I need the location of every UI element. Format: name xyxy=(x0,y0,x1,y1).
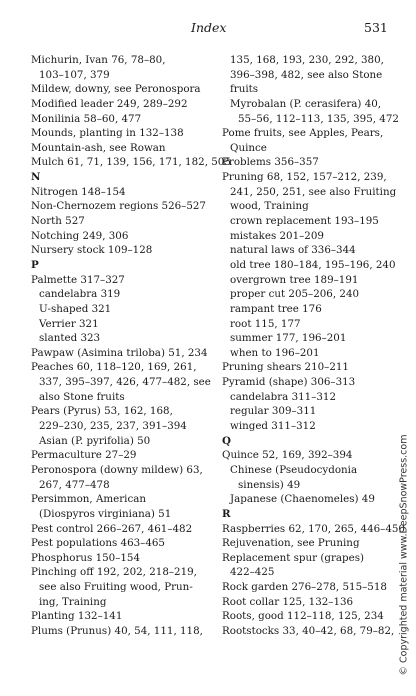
index-entry: 337, 395–397, 426, 477–482, see xyxy=(39,376,211,389)
index-entry: Monilinia 58–60, 477 xyxy=(31,112,142,125)
index-entry: North 527 xyxy=(31,215,85,228)
index-entry: 229–230, 235, 237, 391–394 xyxy=(39,420,187,433)
index-entry: mistakes 201–209 xyxy=(230,229,324,242)
index-entry: Phosphorus 150–154 xyxy=(31,551,141,564)
index-entry: U-shaped 321 xyxy=(39,302,112,315)
index-entry: Modified leader 249, 289–292 xyxy=(31,97,188,110)
index-entry: crown replacement 193–195 xyxy=(230,215,379,228)
index-entry: 55–56, 112–113, 135, 395, 472 xyxy=(238,112,399,125)
index-entry: Myrobalan (P. cerasifera) 40, xyxy=(230,97,382,110)
page-header xyxy=(0,20,416,36)
index-entry: Peaches 60, 118–120, 169, 261, xyxy=(31,361,197,374)
index-entry: Planting 132–141 xyxy=(31,610,123,623)
index-entry: old tree 180–184, 195–196, 240 xyxy=(230,258,396,271)
index-column-right xyxy=(222,53,405,639)
index-entry: 103–107, 379 xyxy=(39,68,110,81)
index-entry: Verrier 321 xyxy=(39,317,99,330)
index-entry: Root collar 125, 132–136 xyxy=(222,595,354,608)
index-entry: Quince xyxy=(230,141,267,154)
index-entry: candelabra 311–312 xyxy=(230,390,337,403)
index-entry: Nursery stock 109–128 xyxy=(31,244,153,257)
index-entry: regular 309–311 xyxy=(230,405,317,418)
index-entry: proper cut 205–206, 240 xyxy=(230,288,360,301)
index-entry: Quince 52, 169, 392–394 xyxy=(222,449,353,462)
index-letter-heading: Q xyxy=(222,434,231,447)
index-entry: (Diospyros virginiana) 51 xyxy=(39,507,172,520)
index-entry: wood, Training xyxy=(230,200,309,213)
index-entry: 135, 168, 193, 230, 292, 380, xyxy=(230,54,384,66)
index-column-left xyxy=(31,53,231,639)
index-entry: Japanese (Chaenomeles) 49 xyxy=(230,493,375,506)
index-entry: Mounds, planting in 132–138 xyxy=(31,127,184,140)
index-entry: rampant tree 176 xyxy=(230,302,322,315)
index-entry: Mulch 61, 71, 139, 156, 171, 182, 505 xyxy=(31,156,231,169)
index-entry: Mountain-ash, see Rowan xyxy=(31,141,166,154)
index-entry: 396–398, 482, see also Stone xyxy=(230,68,383,81)
index-entry: fruits xyxy=(230,83,259,96)
index-entry: Rootstocks 33, 40–42, 68, 79–82, xyxy=(222,624,395,637)
index-entry: Non-Chernozem regions 526–527 xyxy=(31,200,206,213)
watermark-text: © Copyrighted material www.DeepSnowPress.com xyxy=(398,434,410,676)
index-entry: Notching 249, 306 xyxy=(31,229,129,242)
index-entry: Pruning 68, 152, 157–212, 239, xyxy=(222,171,387,184)
index-entry: Peronospora (downy mildew) 63, xyxy=(31,463,203,476)
index-entry: 267, 477–478 xyxy=(39,478,110,491)
index-entry: Pest populations 463–465 xyxy=(31,537,165,550)
index-entry: Asian (P. pyrifolia) 50 xyxy=(39,434,151,447)
index-letter-heading: N xyxy=(31,171,41,184)
index-entry: sinensis) 49 xyxy=(238,478,301,491)
index-entry: 422–425 xyxy=(230,566,275,579)
index-entry: Roots, good 112–118, 125, 234 xyxy=(222,610,384,623)
index-entry: root 115, 177 xyxy=(230,317,301,330)
index-entry: Replacement spur (grapes) xyxy=(222,551,364,564)
index-entry: Permaculture 27–29 xyxy=(31,449,137,462)
index-entry: Plums (Prunus) 40, 54, 111, 118, xyxy=(31,624,203,637)
index-entry: overgrown tree 189–191 xyxy=(230,273,359,286)
index-entry: Palmette 317–327 xyxy=(31,273,125,286)
index-entry: Raspberries 62, 170, 265, 446–450 xyxy=(222,522,405,535)
index-entry: Pome fruits, see Apples, Pears, xyxy=(222,127,384,140)
index-entry: candelabra 319 xyxy=(39,288,121,301)
index-entry: Problems 356–357 xyxy=(222,156,319,169)
copyright-watermark xyxy=(397,420,411,690)
index-entry: Michurin, Ivan 76, 78–80, xyxy=(31,54,166,66)
index-entry: Chinese (Pseudocydonia xyxy=(230,463,358,476)
running-title: Index xyxy=(191,20,227,35)
index-entry: Rejuvenation, see Pruning xyxy=(222,537,360,550)
index-entry: Mildew, downy, see Peronospora xyxy=(31,83,201,96)
index-entry: winged 311–312 xyxy=(230,420,316,433)
index-entry: Persimmon, American xyxy=(31,493,147,506)
index-entry: ing, Training xyxy=(39,595,107,608)
index-entry: 241, 250, 251, see also Fruiting xyxy=(230,185,397,198)
index-entry: Rock garden 276–278, 515–518 xyxy=(222,581,387,594)
index-entry: when to 196–201 xyxy=(230,346,320,359)
page-number: 531 xyxy=(364,20,388,35)
index-entry: summer 177, 196–201 xyxy=(230,332,347,345)
index-entry: slanted 323 xyxy=(39,332,101,345)
index-entry: also Stone fruits xyxy=(39,390,125,403)
index-entry: Pyramid (shape) 306–313 xyxy=(222,376,356,389)
index-letter-heading: P xyxy=(31,258,39,271)
index-letter-heading: R xyxy=(222,507,231,520)
index-entry: Pinching off 192, 202, 218–219, xyxy=(31,566,197,579)
index-entry: Pawpaw (Asimina triloba) 51, 234 xyxy=(31,346,208,359)
index-entry: Pears (Pyrus) 53, 162, 168, xyxy=(31,405,173,418)
index-entry: Nitrogen 148–154 xyxy=(31,185,126,198)
index-entry: see also Fruiting wood, Prun- xyxy=(39,581,193,594)
index-entry: Pruning shears 210–211 xyxy=(222,361,349,374)
index-entry: natural laws of 336–344 xyxy=(230,244,356,257)
index-entry: Pest control 266–267, 461–482 xyxy=(31,522,193,535)
